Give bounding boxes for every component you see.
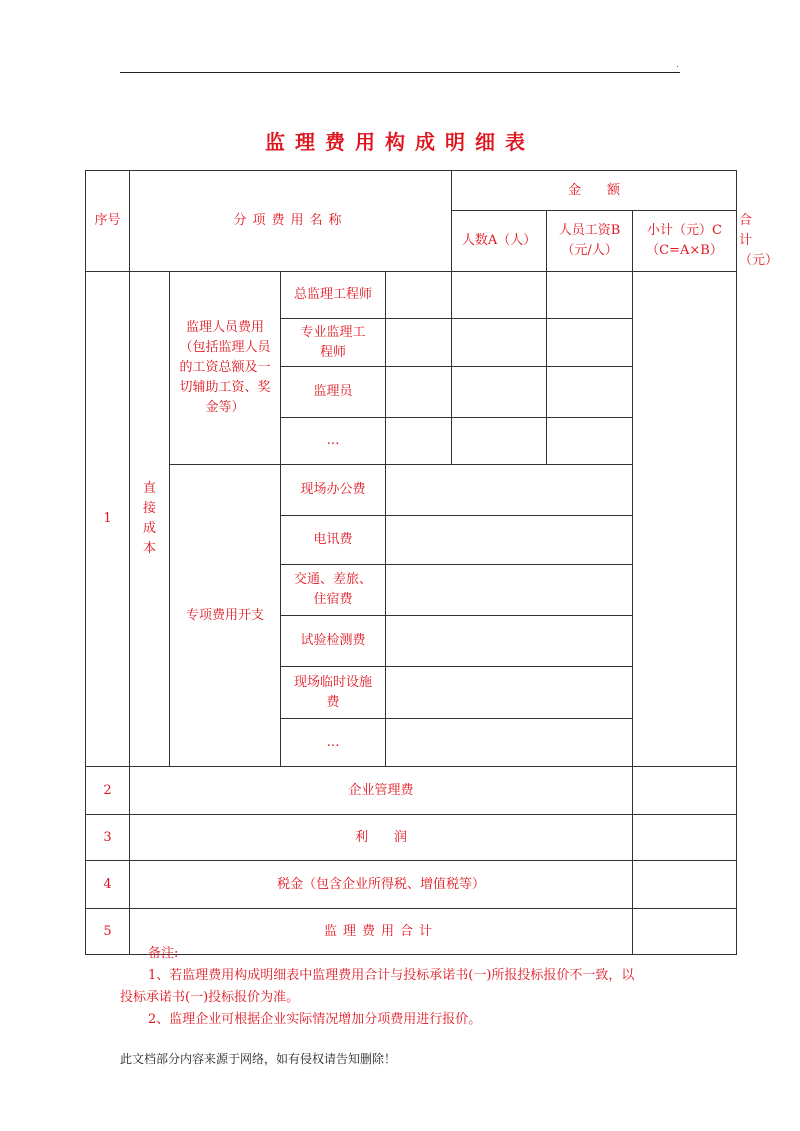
cell-subtotal	[547, 272, 633, 319]
cell-count	[386, 367, 452, 418]
cell-wage	[452, 272, 547, 319]
fee-breakdown-table: 序号 分项费用名称 金 额 人数A（人） 人员工资B（元/人） 小计（元）C（C=A×B） 合计（元） 1 直接成本 监理人员费用（包括监理人员的工资总额及一切辅助工资、奖金等） 总监理工程师 专业监理工程师 监理员 … 专项费用开支 现场办公费 电讯费 交通、差旅、住宿费 试验检测费 现场临时设施费 … 2 企业管理费 3 利 润 4 税金（包含企业所得税、增值税等） 5 监理费用合计	[85, 170, 737, 955]
row5-label: 监理费用合计	[130, 909, 633, 955]
row3-seq: 3	[86, 815, 130, 861]
personnel-group-label: 监理人员费用（包括监理人员的工资总额及一切辅助工资、奖金等）	[170, 272, 281, 465]
note-2: 2、监理企业可根据企业实际情况增加分项费用进行报价。	[148, 1012, 482, 1027]
special-item: …	[281, 719, 386, 767]
row5-seq: 5	[86, 909, 130, 955]
header-item-name: 分项费用名称	[130, 171, 452, 272]
page-title: 监理费用构成明细表	[265, 130, 535, 154]
header-wage: 人员工资B（元/人）	[547, 211, 633, 272]
cell-wage	[452, 319, 547, 367]
personnel-item: 总监理工程师	[281, 272, 386, 319]
special-item: 电讯费	[281, 516, 386, 565]
personnel-item: 监理员	[281, 367, 386, 418]
cell-special-amount	[386, 465, 633, 516]
row1-seq: 1	[86, 272, 130, 767]
footer-disclaimer: 此文档部分内容来源于网络，如有侵权请告知删除！	[120, 1052, 397, 1066]
cell-total-row4	[633, 861, 737, 909]
special-item: 交通、差旅、住宿费	[281, 565, 386, 616]
special-group-label: 专项费用开支	[170, 465, 281, 767]
cell-special-amount	[386, 667, 633, 719]
cell-special-amount	[386, 565, 633, 616]
special-item: 现场办公费	[281, 465, 386, 516]
cell-count	[386, 272, 452, 319]
cell-total-row2	[633, 767, 737, 815]
row4-seq: 4	[86, 861, 130, 909]
header-amount: 金 额	[452, 171, 737, 211]
special-item: 试验检测费	[281, 616, 386, 667]
cell-subtotal	[547, 367, 633, 418]
cell-total-row3	[633, 815, 737, 861]
header-seq: 序号	[86, 171, 130, 272]
notes-heading: 备注:	[148, 946, 179, 961]
cell-special-amount	[386, 516, 633, 565]
note-1-line-2: 投标承诺书(一)投标报价为准。	[120, 990, 300, 1005]
special-item: 现场临时设施费	[281, 667, 386, 719]
personnel-item: 专业监理工程师	[281, 319, 386, 367]
row2-seq: 2	[86, 767, 130, 815]
row4-label: 税金（包含企业所得税、增值税等）	[130, 861, 633, 909]
header-subtotal: 小计（元）C（C=A×B）	[633, 211, 737, 272]
cell-subtotal	[547, 418, 633, 465]
cell-count	[386, 418, 452, 465]
row2-label: 企业管理费	[130, 767, 633, 815]
header-rule	[120, 72, 680, 73]
cell-special-amount	[386, 719, 633, 767]
row3-label: 利 润	[130, 815, 633, 861]
cell-wage	[452, 367, 547, 418]
direct-cost-label	[130, 272, 170, 767]
header-dot: .	[676, 60, 679, 70]
notes	[120, 943, 720, 1031]
cell-wage	[452, 418, 547, 465]
cell-special-amount	[386, 616, 633, 667]
note-1-line-1: 1、若监理费用构成明细表中监理费用合计与投标承诺书(一)所报投标报价不一致，以	[148, 968, 635, 983]
header-count: 人数A（人）	[452, 211, 547, 272]
cell-subtotal	[547, 319, 633, 367]
personnel-item: …	[281, 418, 386, 465]
cell-count	[386, 319, 452, 367]
direct-cost-text: 直接成本	[142, 481, 156, 556]
cell-total-direct	[633, 272, 737, 767]
